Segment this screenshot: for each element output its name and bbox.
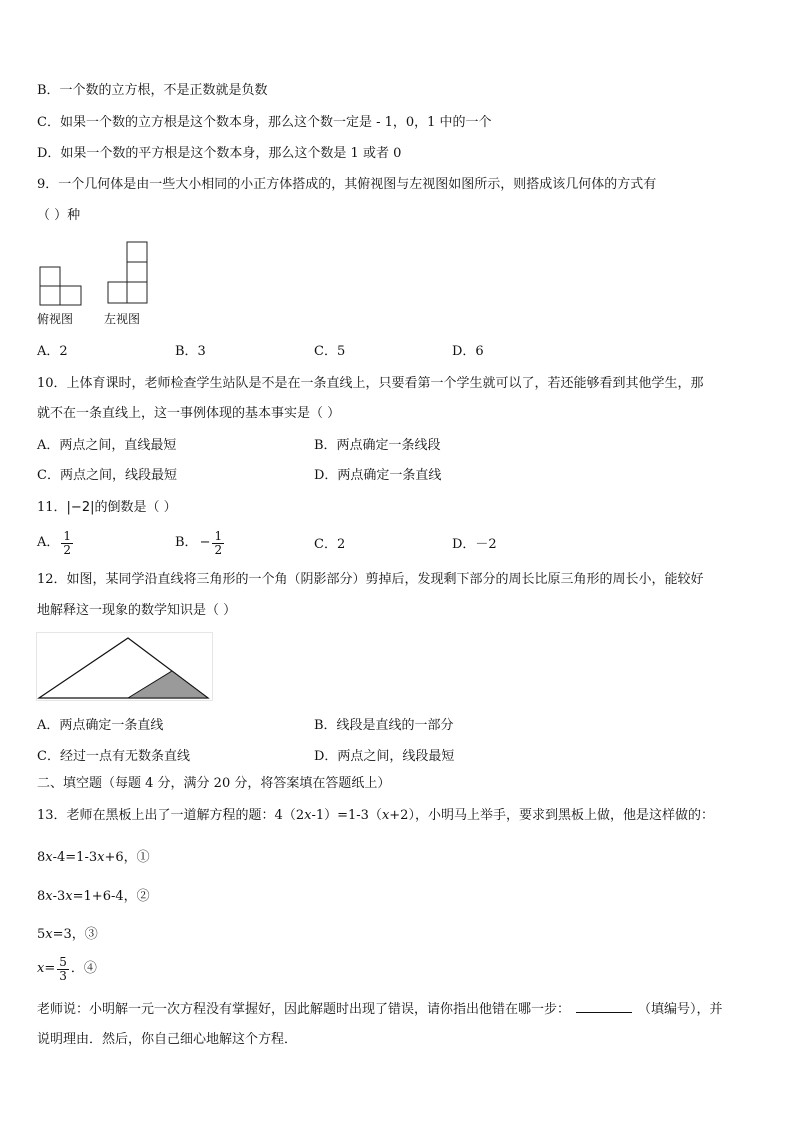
q11-stem [37,499,177,517]
variable-x: x [65,889,73,904]
q8-option-b: B．一个数的立方根，不是正数就是负数 [37,83,268,98]
q12-stem-line1: 12．如图，某同学沿直线将三角形的一个角（阴影部分）剪掉后，发现剩下部分的周长比原三角形的周长小，能较好 [37,572,704,587]
variable-x: x [45,889,53,904]
q13-remark-line1 [37,1000,723,1019]
q9-top-view-figure [38,265,84,307]
answer-blank[interactable] [576,1000,632,1013]
q13-step-2 [37,888,150,906]
q12-option-c: C．经过一点有无数条直线 [37,749,190,764]
step-text: +6，① [104,850,150,865]
fraction-numerator: 1 [214,528,223,543]
q10-option-d: D．两点确定一条直线 [314,468,442,483]
q8-option-d: D．如果一个数的平方根是这个数本身，那么这个数是 1 或者 0 [37,146,402,161]
q13-step-4 [37,952,97,986]
step-text: 8 [37,889,46,904]
step-text: =3，③ [52,927,98,942]
q13-stem-part: -1）=1-3（ [311,808,382,823]
q13-stem-part: +2），小明马上举手，要求到黑板上做，他是这样做的： [389,808,714,823]
remark-text: （填编号），并 [638,1002,723,1017]
remark-text: 老师说：小明解一元一次方程没有掌握好，因此解题时出现了错误，请你指出他错在哪一步： [37,1002,571,1017]
step-text: =1+6-4，② [72,889,150,904]
q12-option-a: A．两点确定一条直线 [37,718,164,733]
q11-number: 11． [37,500,67,515]
q13-stem [37,807,714,825]
q11-option-a-label: A． [37,535,60,550]
q13-step-4-fraction [57,956,69,983]
q11-option-a-fraction [61,530,73,557]
fraction-denominator: 2 [63,542,72,557]
q10-option-b: B．两点确定一条线段 [314,438,441,453]
step-text: 5 [37,927,46,942]
q12-option-b: B．线段是直线的一部分 [314,718,454,733]
q13-remark-line2: 说明理由．然后，你自己细心地解这个方程． [37,1032,298,1047]
q13-stem-part: 13．老师在黑板上出了一道解方程的题：4（2 [37,808,305,823]
q12-stem-line2: 地解释这一现象的数学知识是（ ） [37,603,237,618]
q9-top-view-label: 俯视图 [37,312,74,326]
q11-option-a [37,525,75,561]
q11-option-b [175,525,226,561]
q8-option-c: C．如果一个数的立方根是这个数本身，那么这个数一定是 - 1，0，1 中的一个 [37,115,492,130]
q9-option-a: A．2 [37,344,68,359]
q12-triangle-figure [36,632,214,702]
q13-step-1 [37,849,150,867]
q11-abs-expression: |−2| [66,500,95,515]
q9-left-view-figure [106,240,150,306]
step-text: -3 [52,889,66,904]
q11-option-c: C．2 [314,537,346,552]
variable-x: x [45,927,53,942]
fraction-denominator: 2 [214,542,223,557]
step-text: ．④ [70,961,97,976]
q9-stem-line2: （ ）种 [37,208,81,223]
variable-x: x [97,850,105,865]
q11-stem-text: 的倒数是（ ） [94,500,177,515]
variable-x: x [45,850,53,865]
q9-left-view-label: 左视图 [104,312,141,326]
q10-stem-line2: 就不在一条直线上，这一事例体现的基本事实是（ ） [37,406,341,421]
fraction-numerator: 5 [59,954,67,969]
q10-option-a: A．两点之间，直线最短 [37,438,177,453]
fraction-denominator: 3 [59,968,67,983]
q9-option-b: B．3 [175,344,206,359]
step-text: -4=1-3 [52,850,98,865]
q13-step-3 [37,926,98,944]
variable-x: x [381,808,390,823]
q10-option-c: C．两点之间，线段最短 [37,468,177,483]
variable-x: x [304,808,312,823]
q11-option-b-fraction [212,530,224,557]
variable-x: x [37,961,45,976]
q9-stem-line1: 9．一个几何体是由一些大小相同的小正方体搭成的，其俯视图与左视图如图所示，则搭成该几何体的方式有 [37,177,657,192]
q9-option-d: D．6 [452,344,484,359]
q11-option-b-label: B． [175,535,198,550]
step-text: = [44,961,56,976]
q10-stem-line1: 10．上体育课时，老师检查学生站队是不是在一条直线上，只要看第一个学生就可以了，若还能够看到其他学生，那 [37,376,704,391]
q11-option-d: D．－2 [452,537,497,552]
step-text: 8 [37,850,46,865]
q12-option-d: D．两点之间，线段最短 [314,749,455,764]
q9-option-c: C．5 [314,344,346,359]
section-heading-fill-in: 二、填空题（每题 4 分，满分 20 分，将答案填在答题纸上） [37,776,391,791]
fraction-numerator: 1 [63,528,72,543]
q11-option-b-sign: − [199,535,211,550]
